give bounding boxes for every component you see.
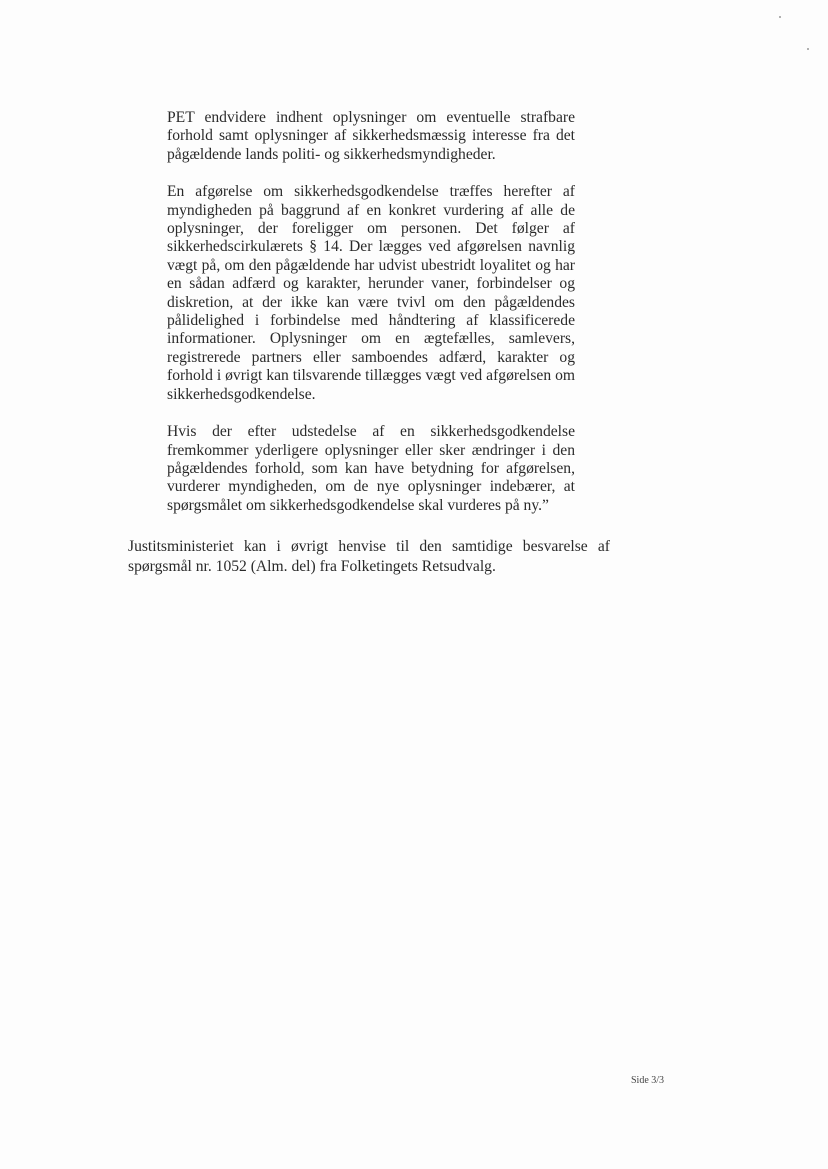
scan-speck (807, 48, 809, 50)
scan-speck (779, 16, 781, 18)
closing-paragraph: Justitsministeriet kan i øvrigt henvise til den samtidige besvarelse af spørgsmål nr. 1052 (Alm. del) fra Folketingets Retsudvalg. (128, 538, 610, 575)
quote-paragraph-1: PET endvidere indhent oplysninger om eventuelle strafbare forhold samt oplysninger af sikkerhedsmæssig interesse fra det pågældende lands politi- og sikkerhedsmyndigheder. (167, 109, 575, 163)
page-number: Side 3/3 (631, 1075, 665, 1086)
quote-paragraph-2: En afgørelse om sikkerhedsgodkendelse træffes herefter af myndigheden på baggrund af en konkret vurdering af alle de oplysninger, der foreligger om personen. Det følger af sikkerhedscirkulærets § 14. Der lægges ved afgørelsen navnlig vægt på, om den pågældende har udvist ubestridt loyalitet og har en sådan adfærd og karakter, herunder vaner, forbindelser og diskretion, at der ikke kan være tvivl om den pågældendes pålidelighed i forbindelse med håndtering af klassificerede informationer. Oplysninger om en ægtefælles, samlevers, registrerede partners eller samboendes adfærd, karakter og forhold i øvrigt kan tilsvarende tillægges vægt ved afgørelsen om sikkerhedsgodkendelse. (167, 183, 575, 403)
quoted-section (167, 109, 575, 534)
quote-paragraph-3: Hvis der efter udstedelse af en sikkerhedsgodkendelse fremkommer yderligere oplysninger eller sker ændringer i den pågældendes forhold, som kan have betydning for afgørelsen, vurderer myndigheden, om de nye oplysninger indebærer, at spørgsmålet om sikkerhedsgodkendelse skal vurderes på ny.” (167, 423, 575, 514)
